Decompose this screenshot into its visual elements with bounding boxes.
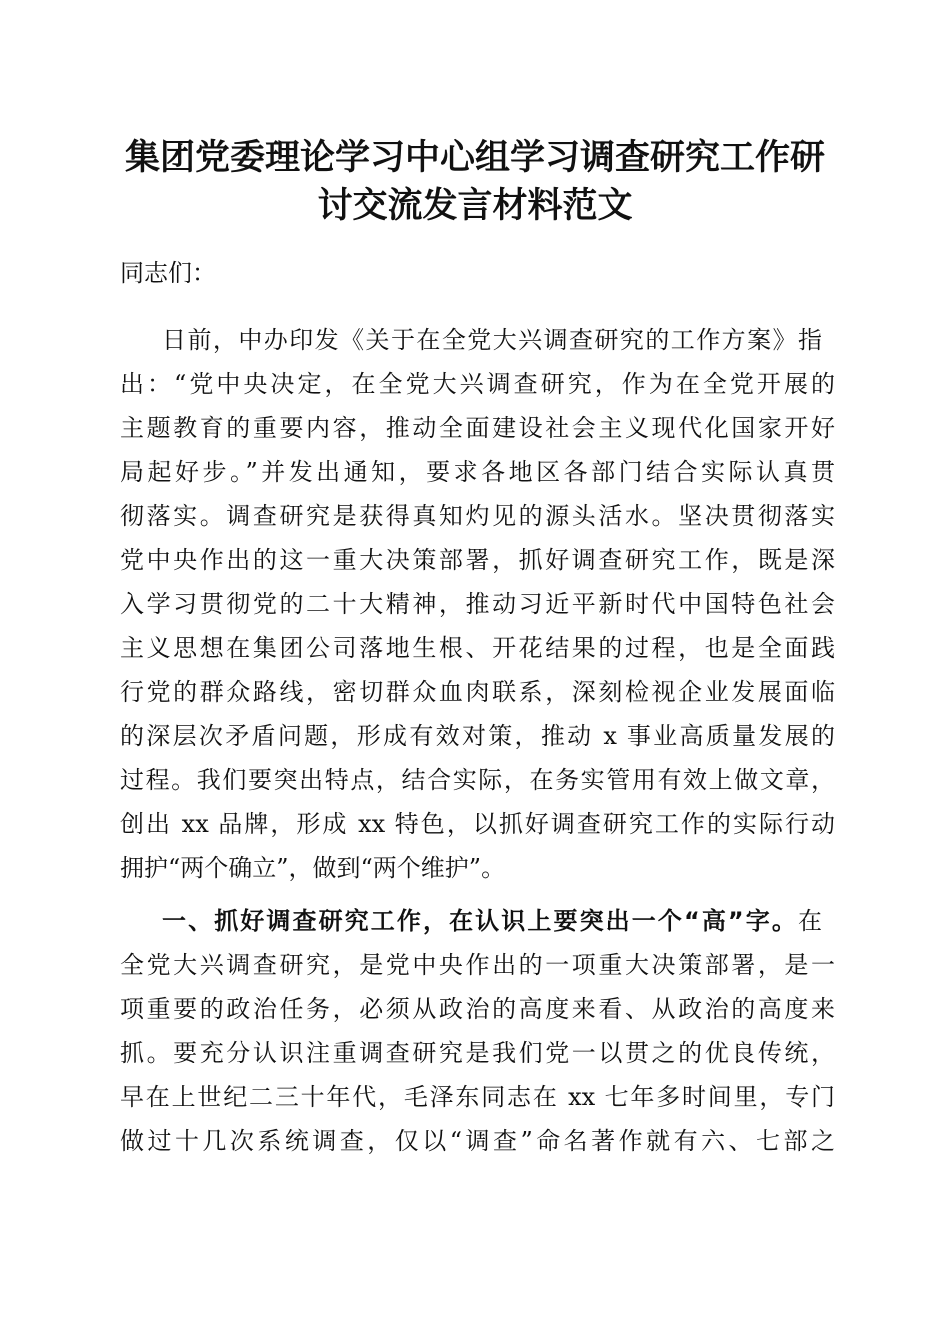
- document-title-line-2: 讨交流发言材料范文: [317, 185, 633, 226]
- paragraph-1-line: 党中央作出的这一重大决策部署，抓好调查研究工作，既是深: [120, 546, 835, 574]
- section-1-line: 抓。要充分认识注重调查研究是我们党一以贯之的优良传统，: [120, 1039, 835, 1067]
- paragraph-1-line: 创出 xx 品牌，形成 xx 特色，以抓好调查研究工作的实际行动: [120, 810, 835, 838]
- document-title-line-1: 集团党委理论学习中心组学习调查研究工作研: [124, 137, 825, 178]
- section-1-line: 全党大兴调查研究，是党中央作出的一项重大决策部署，是一: [120, 951, 835, 979]
- section-1-heading: 一、抓好调查研究工作，在认识上要突出一个“高”字。: [162, 907, 798, 935]
- paragraph-1-line: 拥护“两个确立”，做到“两个维护”。: [120, 854, 506, 882]
- paragraph-1-line: 过程。我们要突出特点，结合实际，在务实管用有效上做文章，: [120, 766, 835, 794]
- paragraph-1-line: 局起好步。”并发出通知，要求各地区各部门结合实际认真贯: [120, 458, 835, 486]
- section-1-line: 做过十几次系统调查，仅以“调查”命名著作就有六、七部之: [120, 1127, 835, 1155]
- paragraph-1-line: 彻落实。调查研究是获得真知灼见的源头活水。坚决贯彻落实: [120, 502, 835, 530]
- paragraph-1-line: 日前，中办印发《关于在全党大兴调查研究的工作方案》指: [162, 326, 822, 354]
- salutation: 同志们：: [120, 259, 216, 287]
- section-1-heading-tail: 在: [798, 907, 822, 935]
- paragraph-1-line: 主题教育的重要内容，推动全面建设社会主义现代化国家开好: [120, 414, 835, 442]
- section-1-line: 早在上世纪二三十年代，毛泽东同志在 xx 七年多时间里，专门: [120, 1083, 835, 1111]
- section-1-heading-line: [162, 904, 822, 938]
- paragraph-1-line: 入学习贯彻党的二十大精神，推动习近平新时代中国特色社会: [120, 590, 835, 618]
- paragraph-1-line: 行党的群众路线，密切群众血肉联系，深刻检视企业发展面临: [120, 678, 835, 706]
- paragraph-1-line: 出：“党中央决定，在全党大兴调查研究，作为在全党开展的: [120, 370, 835, 398]
- paragraph-1-line: 的深层次矛盾问题，形成有效对策，推动 x 事业高质量发展的: [120, 722, 835, 750]
- section-1-line: 项重要的政治任务，必须从政治的高度来看、从政治的高度来: [120, 995, 835, 1023]
- paragraph-1-line: 主义思想在集团公司落地生根、开花结果的过程，也是全面践: [120, 634, 835, 662]
